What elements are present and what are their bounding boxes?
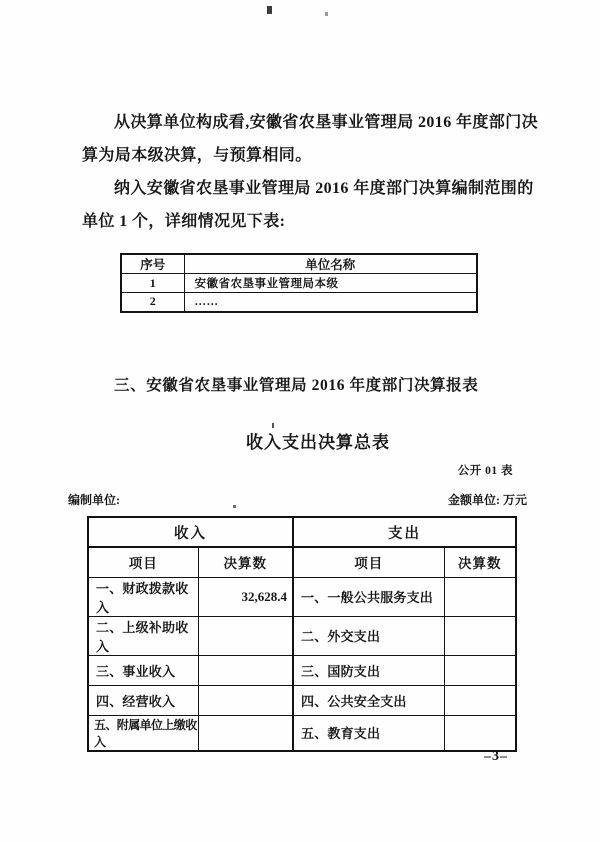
expenditure-group-header: 支出 xyxy=(293,517,516,547)
prepared-by-label: 编制单位: xyxy=(68,493,120,507)
income-amount: 32,628.4 xyxy=(198,577,293,616)
expenditure-amount xyxy=(444,577,516,616)
expenditure-item: 二、外交支出 xyxy=(293,616,444,655)
table-row xyxy=(88,655,516,685)
summary-table-column-header-row xyxy=(88,547,516,577)
paragraph-line: 纳入安徽省农垦事业管理局 2016 年度部门决算编制范围的 xyxy=(114,180,534,197)
expenditure-item: 五、教育支出 xyxy=(293,715,444,751)
table-code-label: 公开 01 表 xyxy=(457,465,513,477)
income-item: 二、上级补助收入 xyxy=(88,616,198,655)
income-amount xyxy=(198,685,293,715)
expenditure-amount xyxy=(444,616,516,655)
table-row xyxy=(88,577,516,616)
income-amount xyxy=(198,616,293,655)
table-row xyxy=(121,274,477,293)
table-row xyxy=(121,293,477,312)
income-amount xyxy=(198,715,293,751)
unit-row-name: 安徽省农垦事业管理局本级 xyxy=(184,274,477,293)
paragraph-line: 算为局本级决算，与预算相同。 xyxy=(82,147,312,164)
table-row xyxy=(88,715,516,751)
table-row xyxy=(88,616,516,655)
income-expenditure-summary-table xyxy=(87,516,517,752)
income-item: 五、附属单位上缴收入 xyxy=(88,715,198,751)
table-row xyxy=(88,685,516,715)
expenditure-item: 三、国防支出 xyxy=(293,655,444,685)
unit-row-number: 2 xyxy=(121,293,184,312)
paragraph-line: 单位 1 个，详细情况见下表: xyxy=(82,213,286,230)
page-number: –3– xyxy=(484,749,508,764)
income-amount-header: 决算数 xyxy=(198,547,293,577)
scan-speck xyxy=(325,12,328,16)
scan-speck xyxy=(267,6,272,14)
income-item: 一、财政拨款收入 xyxy=(88,577,198,616)
statement-title: 收入支出决算总表 xyxy=(246,433,390,452)
body-text xyxy=(82,106,552,238)
income-item: 三、事业收入 xyxy=(88,655,198,685)
unit-row-name: …… xyxy=(184,293,477,312)
income-item-header: 项目 xyxy=(88,547,198,577)
expenditure-item-header: 项目 xyxy=(293,547,444,577)
expenditure-amount xyxy=(444,715,516,751)
unit-list-table xyxy=(120,253,478,313)
scan-speck xyxy=(233,505,236,508)
income-amount xyxy=(198,655,293,685)
income-group-header: 收入 xyxy=(88,517,293,547)
expenditure-item: 四、公共安全支出 xyxy=(293,685,444,715)
scan-speck xyxy=(272,423,274,428)
expenditure-item: 一、一般公共服务支出 xyxy=(293,577,444,616)
summary-table-group-header-row xyxy=(88,517,516,547)
unit-table-header-name: 单位名称 xyxy=(184,254,477,274)
expenditure-amount xyxy=(444,655,516,685)
paragraph-line: 从决算单位构成看,安徽省农垦事业管理局 2016 年度部门决 xyxy=(114,114,539,131)
unit-table-header-no: 序号 xyxy=(121,254,184,274)
amount-unit-label: 金额单位: 万元 xyxy=(448,493,527,507)
income-item: 四、经营收入 xyxy=(88,685,198,715)
expenditure-amount-header: 决算数 xyxy=(444,547,516,577)
unit-table-header-row xyxy=(121,254,477,274)
unit-row-number: 1 xyxy=(121,274,184,293)
expenditure-amount xyxy=(444,685,516,715)
section-heading: 三、安徽省农垦事业管理局 2016 年度部门决算报表 xyxy=(114,377,479,394)
